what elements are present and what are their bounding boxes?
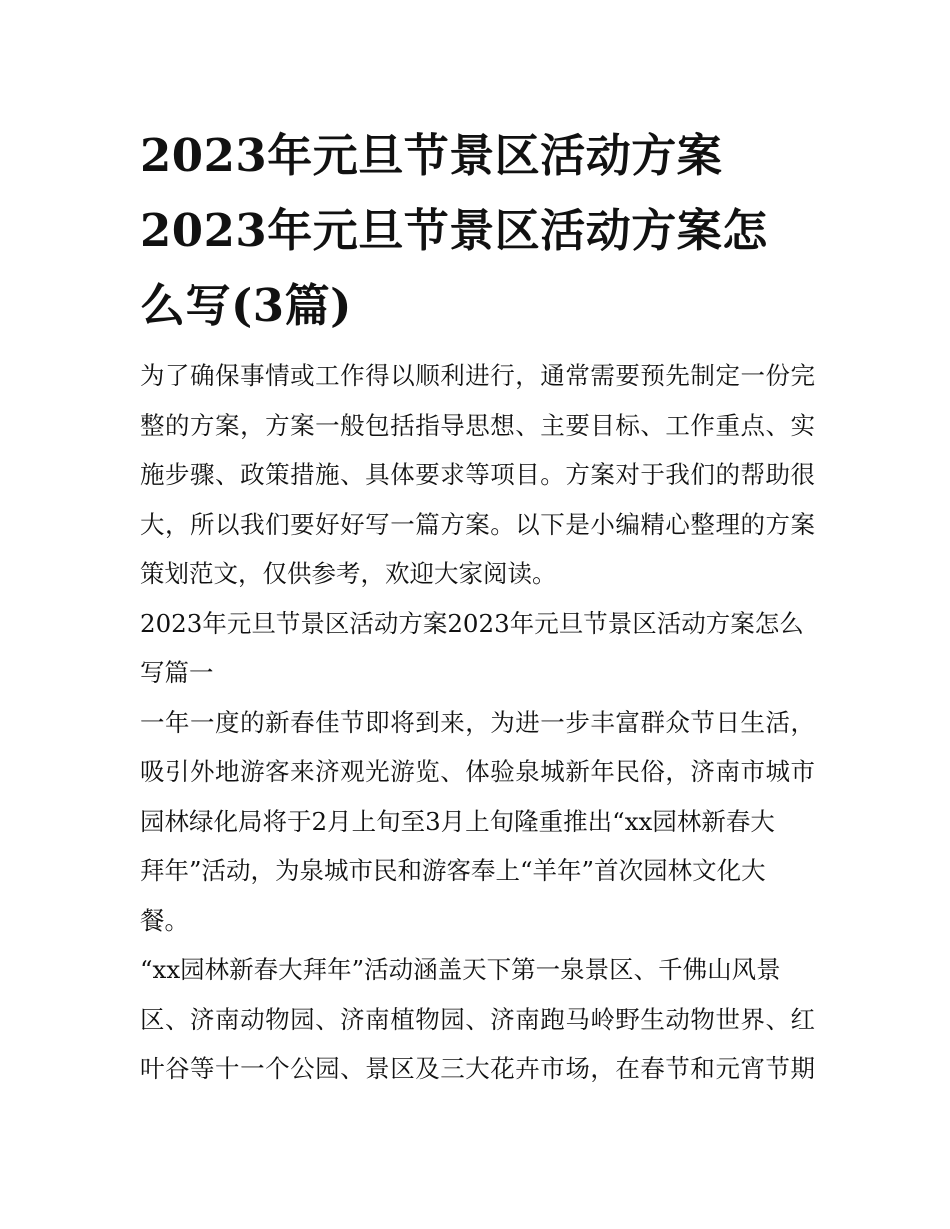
intro-line-5: 策划范文，仅供参考，欢迎大家阅读。 — [140, 559, 557, 588]
title-line-3: 么写(3篇) — [140, 279, 352, 332]
para1-line-1: 一年一度的新春佳节即将到来，为进一步丰富群众节日生活， — [140, 707, 815, 737]
section-heading — [140, 599, 815, 698]
para1-line-5: 餐。 — [140, 905, 189, 935]
paragraph-1 — [140, 698, 815, 946]
intro-line-3: 施步骤、政策措施、具体要求等项目。方案对于我们的帮助很 — [140, 460, 815, 489]
title-line-2: 2023年元旦节景区活动方案怎 — [140, 204, 768, 257]
para2-line-2: 区、济南动物园、济南植物园、济南跑马岭野生动物世界、红 — [140, 1004, 815, 1034]
intro-line-1: 为了确保事情或工作得以顺利进行，通常需要预先制定一份完 — [140, 361, 815, 390]
document-page — [140, 118, 815, 1094]
para2-line-1: “xx园林新春大拜年”活动涵盖天下第一泉景区、千佛山风景 — [140, 955, 781, 984]
intro-paragraph — [140, 351, 815, 599]
document-title — [140, 118, 815, 343]
intro-line-4: 大，所以我们要好好写一篇方案。以下是小编精心整理的方案 — [140, 509, 815, 539]
para1-line-2: 吸引外地游客来济观光游览、体验泉城新年民俗，济南市城市 — [140, 757, 815, 786]
para1-line-4: 拜年”活动，为泉城市民和游客奉上“羊年”首次园林文化大 — [140, 856, 766, 885]
para1-line-3: 园林绿化局将于2月上旬至3月上旬隆重推出“xx园林新春大 — [140, 806, 775, 836]
section-heading-line-2: 写篇一 — [140, 658, 214, 687]
title-line-1: 2023年元旦节景区活动方案 — [140, 129, 723, 182]
document-body — [140, 351, 815, 1094]
paragraph-2 — [140, 945, 815, 1094]
section-heading-line-1: 2023年元旦节景区活动方案2023年元旦节景区活动方案怎么 — [140, 608, 804, 638]
intro-line-2: 整的方案，方案一般包括指导思想、主要目标、工作重点、实 — [140, 410, 815, 440]
para2-line-3: 叶谷等十一个公园、景区及三大花卉市场，在春节和元宵节期 — [140, 1054, 815, 1083]
